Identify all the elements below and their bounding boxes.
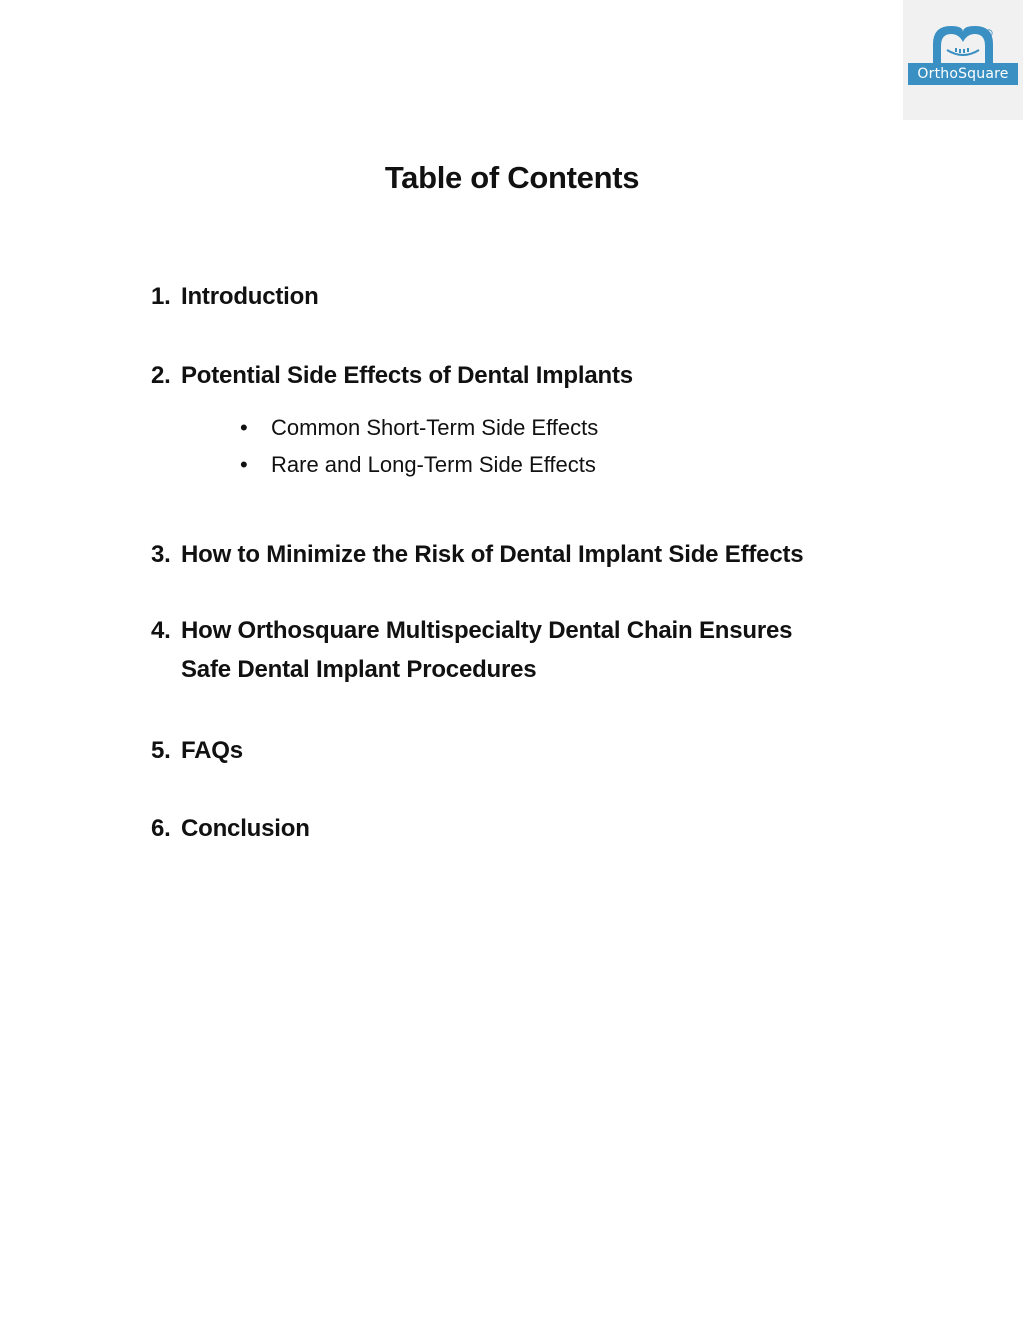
tooth-smile-icon — [903, 0, 1023, 120]
bullet-icon: • — [240, 452, 248, 477]
toc-subitem-long-term[interactable] — [240, 450, 596, 480]
toc-number: 6. — [151, 815, 171, 842]
toc-item-conclusion[interactable] — [151, 809, 310, 848]
toc-number: 5. — [151, 737, 171, 764]
toc-number: 2. — [151, 362, 171, 389]
toc-item-label: Introduction — [181, 283, 319, 310]
toc-subitem-label: Common Short-Term Side Effects — [271, 415, 599, 440]
toc-item-label: How Orthosquare Multispecialty Dental Chain Ensures — [181, 617, 793, 644]
page-title: Table of Contents — [384, 160, 640, 195]
toc-item-label: FAQs — [181, 737, 243, 764]
logo-wordmark: OrthoSquare — [908, 63, 1018, 85]
orthosquare-logo — [903, 0, 1023, 120]
toc-item-faqs[interactable] — [151, 731, 243, 770]
toc-number: 4. — [151, 617, 171, 644]
toc-item-label: How to Minimize the Risk of Dental Implant Side Effects — [181, 541, 804, 568]
toc-subitem-label: Rare and Long-Term Side Effects — [271, 452, 596, 477]
toc-item-label-continued: Safe Dental Implant Procedures — [181, 656, 537, 683]
toc-item-minimize-risk[interactable] — [151, 535, 803, 574]
toc-item-label: Conclusion — [181, 815, 310, 842]
toc-subitem-short-term[interactable] — [240, 413, 598, 443]
toc-item-label: Potential Side Effects of Dental Implants — [181, 362, 633, 389]
toc-item-orthosquare-safety[interactable] — [151, 611, 792, 689]
toc-item-introduction[interactable] — [151, 277, 319, 316]
bullet-icon: • — [240, 415, 248, 440]
toc-number: 3. — [151, 541, 171, 568]
toc-number: 1. — [151, 283, 171, 310]
toc-item-side-effects[interactable] — [151, 356, 633, 395]
svg-text:®: ® — [987, 31, 991, 36]
